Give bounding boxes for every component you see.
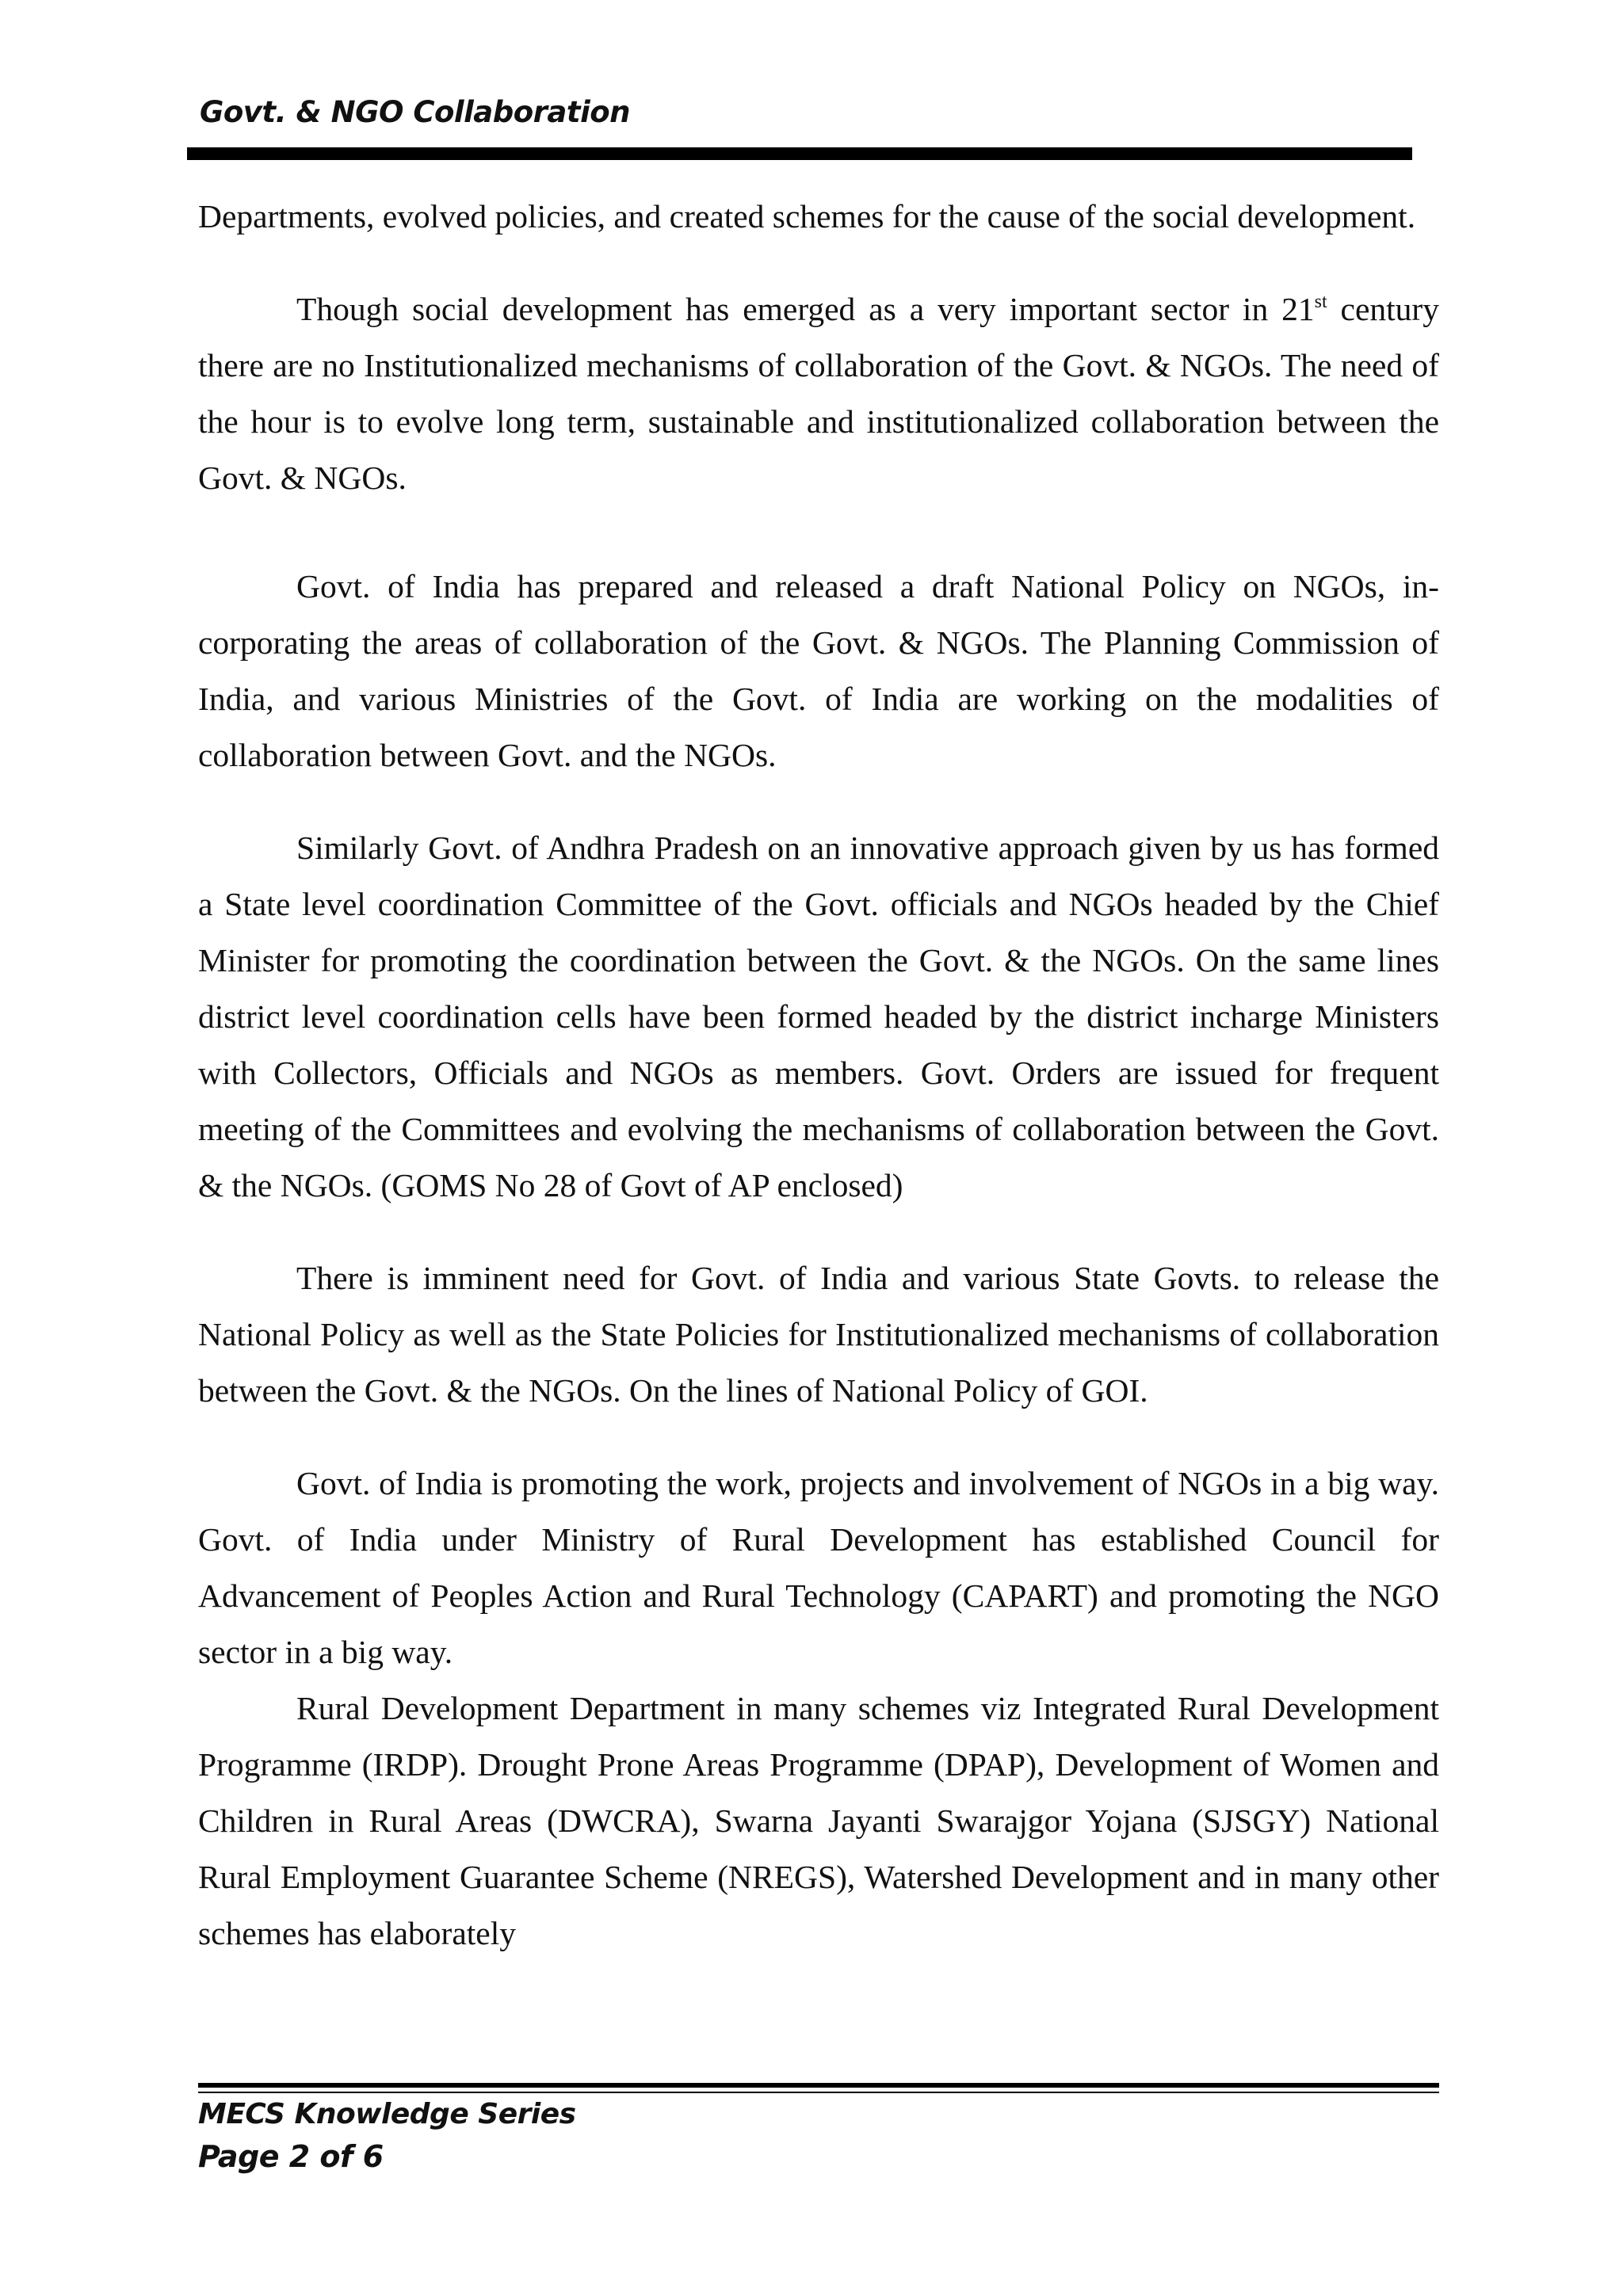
document-body xyxy=(198,189,1439,1962)
footer-rule-thin xyxy=(198,2092,1439,2093)
paragraph-social-development xyxy=(198,281,1439,506)
paragraph-capart: Govt. of India is promoting the work, projects and involvement of NGOs in a big way. Govt. of India under Ministry of Rural Development has established Council for Advancement of Peoples Action and Rural Technology (CAPART) and promoting the NGO sector in a big way. xyxy=(198,1465,1439,1670)
paragraph-text: century there are no Institutionalized mechanisms of collaboration of the Govt. & NGOs. The need of the hour is to evolve long term, sustainable and institutionalized collaboration between the Govt. & NGOs. xyxy=(198,291,1439,496)
ordinal-superscript: st xyxy=(1314,292,1327,312)
page-number: Page 2 of 6 xyxy=(198,2139,384,2174)
paragraph-rural-development: Rural Development Department in many schemes viz Integrated Rural Development Programme (IRDP). Drought Prone Areas Programme (DPAP), Development of Women and Children in Rural Areas (DWCRA), Swarna Jayanti Swarajgor Yojana (SJSGY) National Rural Employment Guarantee Scheme (NREGS), Watershed Development and in many other schemes has elaborately xyxy=(198,1690,1439,1951)
paragraph-text: Though social development has emerged as a very important sector in 21 xyxy=(296,291,1315,327)
header-rule xyxy=(187,147,1412,160)
paragraph-imminent-need: There is imminent need for Govt. of India and various State Govts. to release the National Policy as well as the State Policies for Institutionalized mechanisms of collaboration between the Govt. & the NGOs. On the lines of National Policy of GOI. xyxy=(198,1260,1439,1409)
footer-rule xyxy=(198,2083,1439,2088)
paragraph-andhra-pradesh: Similarly Govt. of Andhra Pradesh on an innovative approach given by us has formed a State level coordination Committee of the Govt. officials and NGOs headed by the Chief Minister for promoting the coordination between the Govt. & the NGOs. On the same lines district level coordination cells have been formed headed by the district incharge Ministers with Collectors, Officials and NGOs as members. Govt. Orders are issued for frequent meeting of the Committees and evolving the mechanisms of collaboration between the Govt. & the NGOs. (GOMS No 28 of Govt of AP enclosed) xyxy=(198,830,1439,1203)
paragraph-continued: Departments, evolved policies, and created schemes for the cause of the social development. xyxy=(198,198,1416,235)
running-header-title: Govt. & NGO Collaboration xyxy=(200,95,631,129)
footer-series-title: MECS Knowledge Series xyxy=(198,2098,576,2130)
paragraph-national-policy: Govt. of India has prepared and released a draft National Policy on NGOs, in-corporating the areas of collaboration of the Govt. & NGOs. The Planning Commission of India, and various Ministries of the Govt. of India are working on the modalities of collaboration between Govt. and the NGOs. xyxy=(198,568,1439,773)
